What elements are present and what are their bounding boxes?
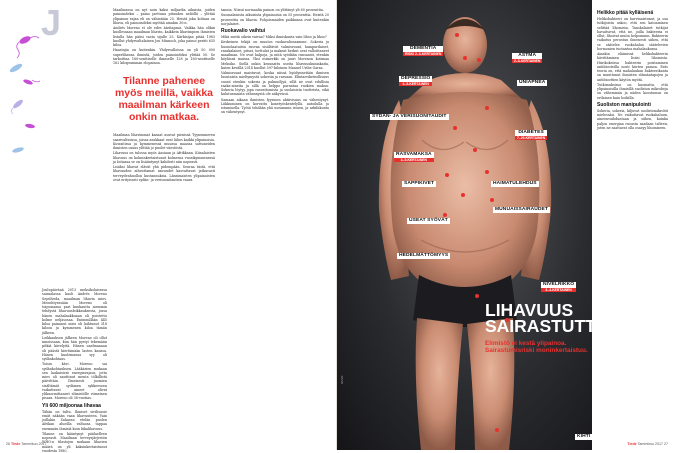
paragraph: Haastajia on kuitenkin. Yhdysvalloissa on yli 50 000 superlihavaa ihmistä, joiden painoindeksi ylittää 50. Se tarkoittaa 160-senttiselle ihmiselle 128 ja 180-senttiselle 162 kilogramman elopainoa.: [113, 48, 215, 65]
article-headline: LIHAVUUS SAIRASTUTTAA: [485, 300, 620, 336]
callout-rasvamaksa: RASVAMAKSA 3–5-KERTAINEN: [396, 152, 432, 162]
paragraph: Toisin kävi. Moreno sai sydänkohtauksen. Lääkärien mukaan sen laukaisivat energiavajaus, jotta mies oli nauttinut menta tölkillistä päivittäin. Ilmeisesti juomien sisältämät sydämen sykkeeseen vaikuttavat aineet olivat ylikuormittaneet elimistölle viimeinen pisara. Moreno oli 38-vuotias.: [42, 362, 107, 401]
magazine-brand: Tiede: [627, 442, 637, 446]
issue-date: Tammikuu 2017: [637, 442, 663, 446]
drop-cap: J: [41, 2, 62, 43]
magazine-brand: Tiede: [11, 442, 21, 446]
paragraph: Maailman lihavimmat kansat asuvat pienissä Tyynenmeren saarivaltioissa, joissa asukkaat ovat lähes kaikki ylipainoisia. Kuwaitissa ja kymmenessä muussa maassa sattuneiden ihmisten osuus ylittää jo puolet väestöstä.: [113, 133, 215, 150]
subheading: Helikko pitää kylläisenä: [597, 10, 654, 16]
photo-credit: KUVA:: [340, 375, 344, 384]
article-column-1: [41, 2, 107, 453]
callout-depressio: DEPRESSIO 4–5-KERTAINEN: [401, 76, 431, 86]
subheading: Yli 600 miljoonaa lihavaa: [42, 402, 101, 409]
callout-useat-syovat: USEAT SYÖVÄT: [409, 218, 448, 223]
callout-diabetes: DIABETES 7–20-KERTAINEN: [517, 130, 546, 140]
pull-quote: Tilanne pahenee myös meillä, vaikka maailman kärkeen onkin matkaa.: [114, 75, 214, 124]
paragraph: Keskeinen tekijä on muutos ruokavaliossamme. Sokeria ja huonolaatuista rasvaa sisältävät valmisruuat, hampurilaiset, ranskalaiset, pitsat, torttulat ja makeat herkut ovat valloittaneet maailman. Ne ovat halpoja, ja niitä syödään runsaasti, etenkin köyhissä maissa. Yksi esimerkki on juuri Morenon kotimaa Meksiko. Siellä onkin kruunattu useita lihavuuskuninkaita, kuten kevällä 2014 kuollut 597-kiloinen Manuel Uribe Garza.: [221, 40, 329, 70]
callout-hedelmattomyys: HEDELMÄTTÖMYYS: [399, 253, 449, 258]
article-deck: Elimistö ei kestä ylipainoa. Sairastumisriski moninkertaistuu.: [485, 340, 588, 355]
obese-man-photo: [337, 0, 620, 450]
paragraph: Valmisruuat maistuvat, koska niissä hyödynnetään ihmisen luontaista mieltymystä sokeriin ja rasvaan. Elintarviketeollisuus suosii etenkin sokeria ja palmuöljyä, sillä ne ovat edullisia raaka-aineita ja sillä on helppo parantaa ruokien makua. Sokeria löytyy jopa rasvattomista ja suolaisista tuotteista, eikä kulutusmaista vähennystä ole näkyvissä.: [221, 71, 329, 97]
paragraph: Tilanne on kääntynyt päälaelleen nopeasti. Maailman terveysjärjestön WHO:n tilastojen mukaan lihavien määrä on yli kaksinkertaistunut vuodesta 1980.: [42, 431, 107, 453]
callout-dementia: DEMENTIA RISKI 2–3-KERTAINEN: [405, 46, 442, 56]
body-silhouette: [337, 0, 620, 450]
page-number: 27: [664, 442, 668, 446]
paragraph: Ainakin eläimissä helikobakteerin hävittäminen lisäsi lihomista. Hiirikokeissa bakteerin poistaminen antibiooteilla nosti hiirten painoa. Eräs teoria on, että mahalaukun bakteerikanta on muuttunut ihmisten elämäntapojen ja antibioottien käytön myötä.: [597, 52, 668, 82]
paragraph: Joulupäivänä 2013 meksikolaisessa sairaalassa kuoli Andrés Moreno Sepúlveda, maailman lihavin mies. Menehtyessään Moreno oli toipumassa pari kuukautta aiemmin tehdystä lihavuusleikkauksesta, jossa hänen mahalaukkuaan oli poistettu kolme neljäsosaa. Enimmillään 445 kiloa painanut mies oli laihtunut 318 kiloon ja kymmenen kiloa tämän jälkeen.: [42, 288, 107, 335]
article-column-2: [113, 8, 215, 428]
subheading: Suoliston manipulointi: [597, 101, 651, 108]
paragraph: Leikkauksen jälkeen Moreno oli ollut innoissaan, kun hän pystyi tekemään pitkiä kävelyitä. Hänen unelmanaan oli päästä kiertämään lasten kanssa. Hänen kuolemansa syy oli sydänkohtaus.: [42, 335, 107, 361]
paragraph: Lisäksi lihavat elävät yhä pidempään. Seuraa tästä, että lihavuuden aiheuttamat sairaudet kasvattavat jatkuvasti terveydenhuollon kustannuksia. Länsimaisten ylipainoisten ovat erityisesti sydän- ja verisuonitautien vaara.: [113, 165, 215, 182]
paragraph: Maailmassa on nyt noin kaksi miljardia aikuista, joiden painoindeksi – paino jaettuna pituuden neliöllä – ylittää ylipainon rajan eli on vähintään 25. Heistä joka kolmas on lihava, eli painoindeksi myötää ainakin 30:n.: [113, 8, 215, 25]
paragraph: Helikobakteeri on harvinaistunut, ja osa tutkijoista uskoo, että sen katoaminen selittää lihomista. Tanskalaiset tutkijat havaitsivat, että ne, joilla bakteeria ei ollut, lihoivat muita helpommin. Bakteerin vaikutus perustuu ilmeisesti siihen, että se säätelee ruokahalua säätelevien hormonien tuotantoa mahalaukussa.: [597, 17, 668, 51]
callout-kihti: KIHTI: [577, 434, 591, 439]
paragraph: Mikä meitä oikein vaivaa? Miksi ihmiskunta vain lihoo ja lihoo?: [221, 35, 327, 39]
right-page: [337, 0, 674, 450]
bacteria-illustration: [8, 22, 42, 172]
paragraph: Tutkimuksissa on huomattu, että ylipainoisilla ihmisillä suoliston mikrobeja on vähemmän ja niiden koostumus on erilainen kuin hoikilla.: [597, 82, 668, 100]
page-footer-left: [6, 442, 47, 446]
callout-sydan-verisuonitaudit: SYDÄN- JA VERISUONITAUDIT: [372, 114, 447, 119]
callout-haimatulehdus: HAIMATULEHDUS: [493, 181, 537, 186]
paragraph: Sokeria, sokeria, kiljuvat suolistomikrobit mielessäsi. Ne vaikuttavat ruokahaluun, aineenvaihduntaan ja siihen, kuinka paljon energiaa ruoasta saadaan talteen, joten ne saattavat olla osasyy lihomiseen.: [597, 108, 668, 130]
page-footer-right: [627, 442, 668, 446]
callout-astma: ASTMA 2–3-KERTAINEN: [514, 53, 541, 63]
paragraph: Tähän on tultu. Ihmiset sivilisuoie emät näkään vaan lihavuuteen. Vain joillakin Saharan etelän puolen Afrikan alueilla valtaosa tappaa enemmän ihmisiä kuin liikalihavuus.: [42, 409, 107, 431]
subheading: Ruokavalio vaihtui: [221, 28, 266, 34]
article-column-3: [221, 8, 329, 428]
paragraph: tannia. Niissä normaalin painon on ylittänyt yli 60 prosenttia.: [221, 8, 324, 12]
page-number: 26: [6, 442, 10, 446]
paragraph: Suomalaisista aikuisista ylipainoisia on 55 prosenttia. Heistä 20 prosenttia on lihavia. Pohjoismaiden paikkansa ovat kuitenkin norjalaiset.: [221, 13, 329, 26]
paragraph: Lihavuus on tulossa myös Aasiaan ja Afrikkaan. Kiinalaisten lihavuus on kolminkertaistunut kolmessa vuosikymmenessä ja Intiassa se on lisääntynyt kahdesti niin nopeasti.: [113, 151, 215, 164]
callout-sappikivet: SAPPIKIVET: [404, 181, 435, 186]
issue-date: Tammikuu 2017: [21, 442, 47, 446]
article-column-4: [597, 8, 668, 438]
callout-munuaissairaudet: MUNUAISSAIRAUDET: [495, 207, 548, 212]
paragraph: Andrés Moreno ei ole edes ääritapaus. Vaikka hän olikin kuollessaan maailman lihavin, kaikkein lihavimpien ihmisten listalla hän pääsi vasta sijalle 25. Kärkisijaa pitää 1983 kuollut yhdysvaltalainen Jon Minnoch, joka painoi peräti 635 kiloa.: [113, 26, 215, 47]
callout-uniapnea: UNIAPNEA: [519, 80, 546, 85]
paragraph: Samaan aikaan ihmisten fyysinen aktiivisuus on vähentynyt. Liikkuminen on korvattu konetyöskentelyllä, autoilulla ja istumisella. Työtä tehdään yhä useammin istuen, ja arkiliikunta on vähentynyt.: [221, 97, 329, 115]
callout-nivelrikko: NIVELRIKKO 3–4-KERTAINEN: [543, 282, 575, 292]
